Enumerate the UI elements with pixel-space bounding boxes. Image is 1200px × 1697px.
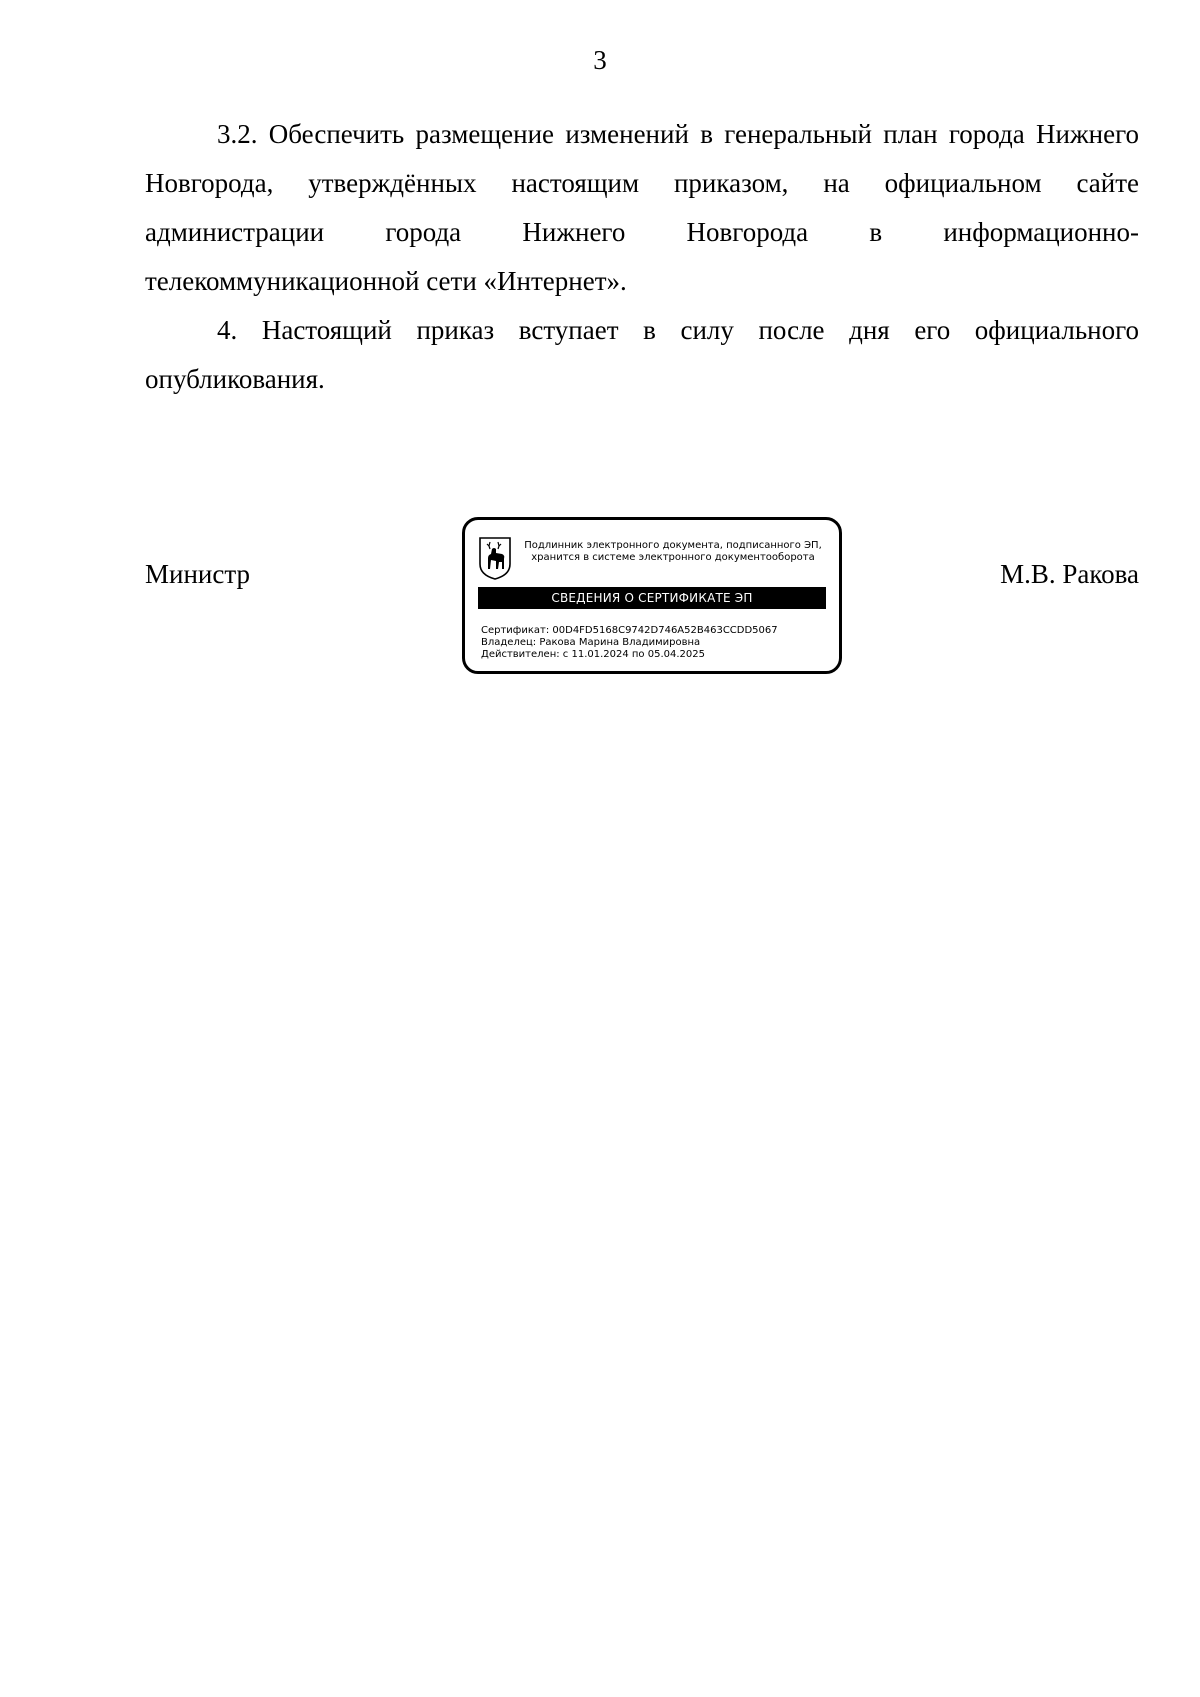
certificate-owner: Владелец: Ракова Марина Владимировна [481, 637, 701, 648]
page-number: 3 [593, 45, 607, 75]
signer-position: Министр [145, 559, 250, 589]
paragraph-3-2: 3.2. Обеспечить размещение изменений в генеральный план города Нижнего Новгорода, утверждённых настоящим приказом, на официальном сайте администрации города Нижнего Новгорода в информационно-телекоммуникационной сети «Интернет». [145, 119, 1139, 296]
stamp-header [515, 540, 831, 564]
certificate-validity: Действителен: с 11.01.2024 по 05.04.2025 [481, 649, 705, 660]
stamp-details [481, 625, 831, 661]
signer-name: М.В. Ракова [1000, 559, 1139, 589]
stamp-header-line2: хранится в системе электронного документооборота [531, 552, 815, 563]
document-body [145, 110, 1139, 404]
certificate-number: Сертификат: 00D4FD5168C9742D746A52B463CCDD5067 [481, 625, 778, 636]
stamp-title-bar: СВЕДЕНИЯ О СЕРТИФИКАТЕ ЭП [478, 587, 826, 609]
deer-coat-of-arms-icon [478, 536, 512, 580]
electronic-signature-stamp [462, 517, 842, 674]
stamp-header-line1: Подлинник электронного документа, подписанного ЭП, [524, 540, 822, 551]
paragraph-4: 4. Настоящий приказ вступает в силу после дня его официального опубликования. [145, 315, 1139, 394]
